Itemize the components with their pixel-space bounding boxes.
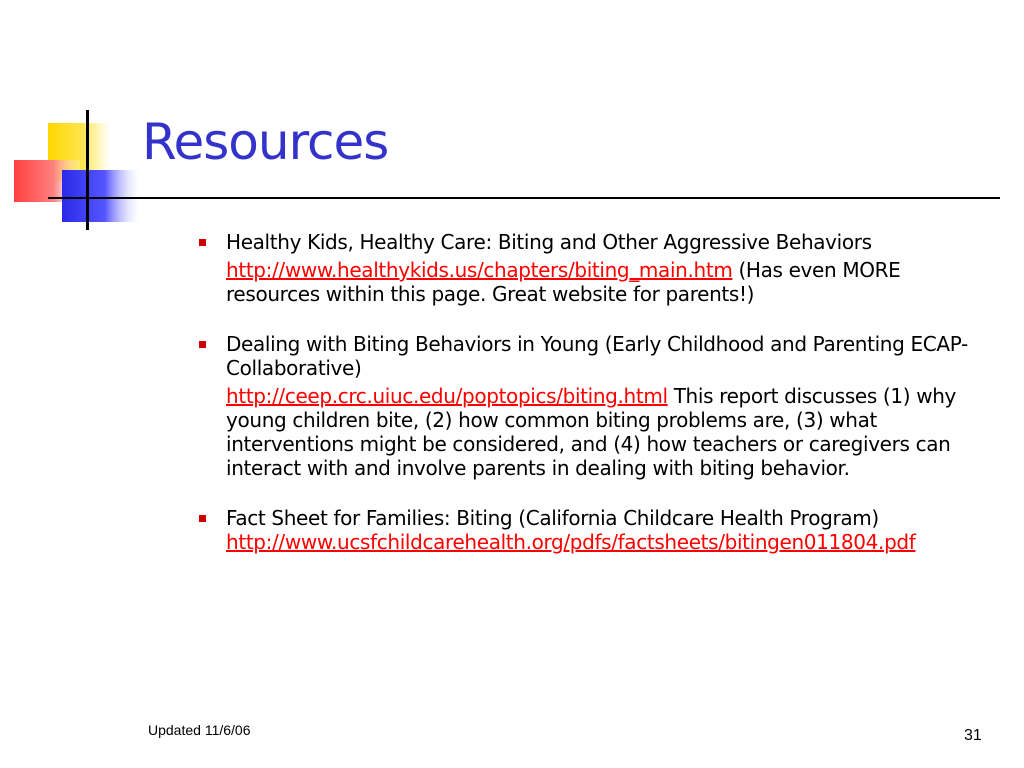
resource-link[interactable]: http://ceep.crc.uiuc.edu/poptopics/biting.html bbox=[226, 384, 668, 408]
bullet-icon bbox=[199, 239, 206, 246]
footer-updated-date: Updated 11/6/06 bbox=[148, 722, 251, 738]
resource-list bbox=[196, 230, 996, 554]
title-divider bbox=[48, 197, 1000, 199]
resource-link[interactable]: http://www.ucsfchildcarehealth.org/pdfs/factsheets/bitingen011804.pdf bbox=[226, 530, 916, 554]
slide-title: Resources bbox=[142, 113, 389, 171]
resource-title: Healthy Kids, Healthy Care: Biting and Other Aggressive Behaviors bbox=[226, 230, 872, 254]
bullet-icon bbox=[199, 341, 206, 348]
resource-description: (Has even MORE resources within this page. Great website for parents!) bbox=[226, 258, 901, 306]
resource-title: Dealing with Biting Behaviors in Young (Early Childhood and Parenting ECAP-Collaborative) bbox=[226, 332, 968, 380]
resource-body bbox=[226, 530, 996, 554]
resource-link[interactable]: http://www.healthykids.us/chapters/biting_main.htm bbox=[226, 258, 733, 282]
page-number: 31 bbox=[964, 727, 982, 744]
resource-body bbox=[226, 384, 996, 480]
resource-body bbox=[226, 258, 996, 306]
resource-title: Fact Sheet for Families: Biting (California Childcare Health Program) bbox=[226, 506, 879, 530]
resource-description: This report discusses (1) why young children bite, (2) how common biting problems are, (3) what interventions might be considered, and (4) how teachers or caregivers can interact with and involve parents in dealing with biting behavior. bbox=[226, 384, 957, 480]
bullet-icon bbox=[199, 515, 206, 522]
resource-item bbox=[196, 506, 996, 554]
colored-squares-decoration bbox=[0, 0, 160, 240]
resource-item bbox=[196, 230, 996, 306]
resource-item bbox=[196, 332, 996, 480]
